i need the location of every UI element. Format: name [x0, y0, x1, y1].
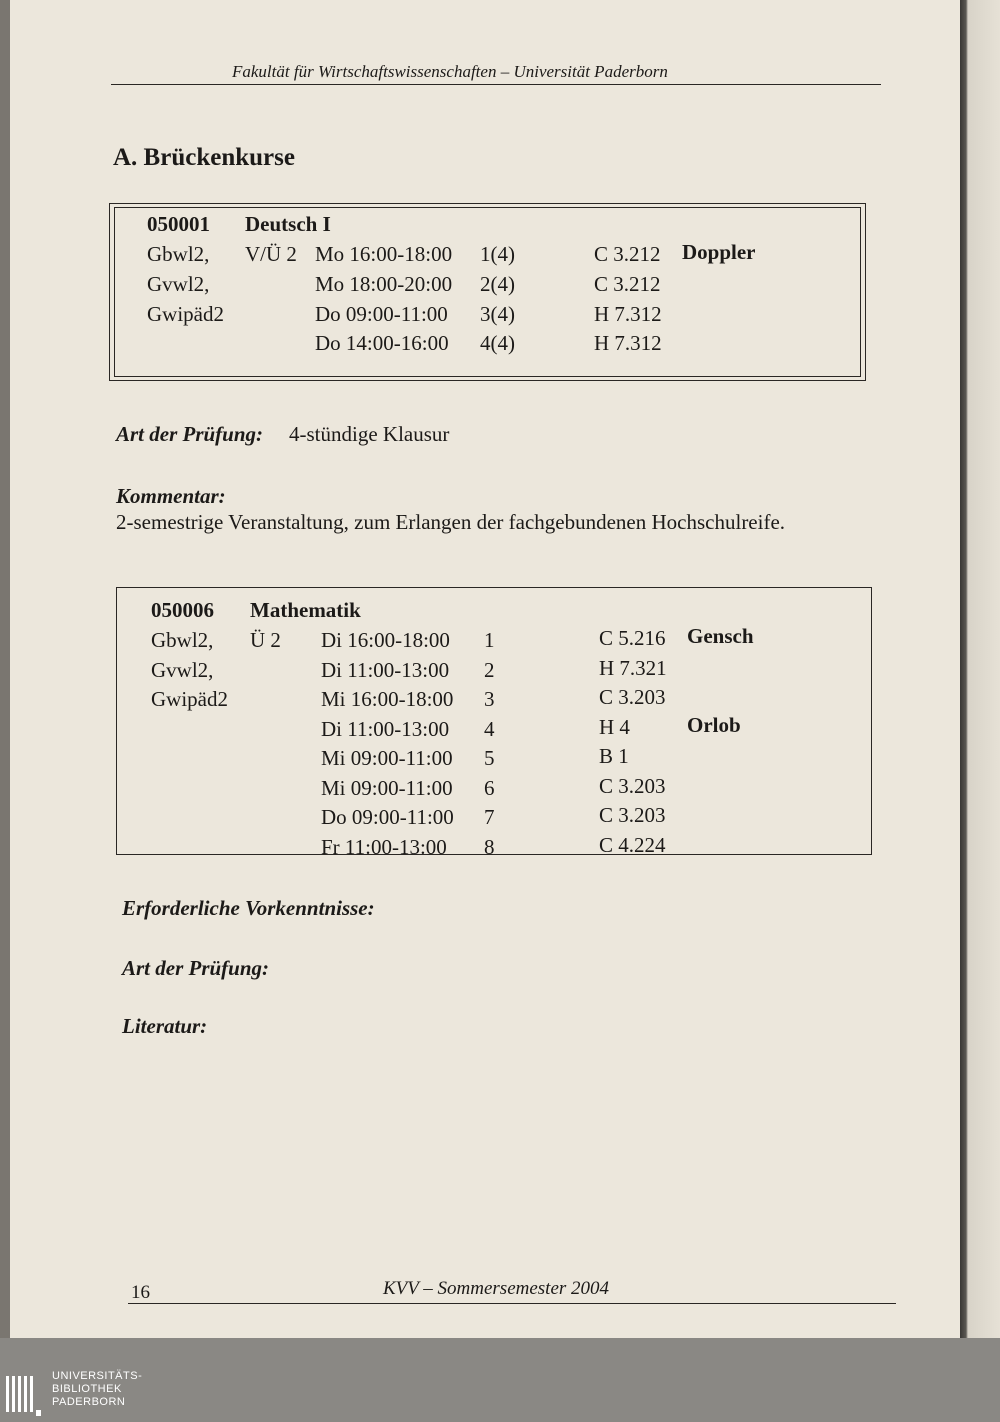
session-room: B 1 [599, 744, 629, 768]
session-group: 8 [484, 835, 495, 859]
course-number: 050006 [151, 598, 214, 622]
session-group: 2 [484, 658, 495, 682]
library-footer-bar [0, 1338, 1000, 1422]
course-group: Gwipäd2 [147, 302, 224, 326]
running-head: Fakultät für Wirtschaftswissenschaften – Universität Paderborn [232, 62, 668, 81]
session-lecturer: Orlob [687, 713, 741, 737]
session-room: H 7.312 [594, 302, 662, 326]
session-time: Di 11:00-13:00 [321, 717, 450, 741]
comment-text: 2-semestrige Veranstaltung, zum Erlangen der fachgebundenen Hochschulreife. [116, 510, 786, 534]
session-lecturer: Gensch [687, 624, 754, 648]
literature-label: Literatur: [122, 1014, 208, 1038]
session-time: Do 14:00-16:00 [315, 331, 449, 355]
session-room: H 7.312 [594, 331, 662, 355]
session-group: 1 [484, 628, 495, 652]
exam-value: 4-stündige Klausur [289, 422, 450, 446]
exam-label: Art der Prüfung: [122, 956, 270, 980]
session-time: Mi 09:00-11:00 [321, 746, 453, 770]
session-group: 3 [484, 687, 495, 711]
session-group: 3(4) [480, 302, 515, 326]
library-name [52, 1370, 142, 1409]
course-group: Gvwl2, [151, 658, 214, 682]
session-time: Di 11:00-13:00 [321, 658, 450, 682]
session-room: C 3.203 [599, 774, 666, 798]
course-group: Gbwl2, [147, 242, 210, 266]
header-rule [111, 84, 881, 85]
session-room: C 5.216 [599, 626, 666, 650]
session-time: Mi 09:00-11:00 [321, 776, 453, 800]
course-type: V/Ü 2 [245, 242, 297, 266]
comment-label: Kommentar: [116, 484, 226, 508]
course-number: 050001 [147, 212, 210, 236]
book-page-edge [960, 0, 1000, 1338]
course-group: Gvwl2, [147, 272, 210, 296]
session-time: Mo 18:00-20:00 [315, 272, 453, 296]
session-time: Do 09:00-11:00 [321, 805, 454, 829]
library-name-line: PADERBORN [52, 1396, 126, 1408]
session-lecturer: Doppler [682, 240, 756, 264]
page-number: 16 [131, 1282, 150, 1303]
session-group: 7 [484, 805, 495, 829]
session-time: Mo 16:00-18:00 [315, 242, 453, 266]
footer-title: KVV – Sommersemester 2004 [383, 1278, 610, 1299]
library-name-line: UNIVERSITÄTS- [52, 1370, 143, 1382]
course-type: Ü 2 [250, 628, 281, 652]
session-room: C 3.203 [599, 685, 666, 709]
session-room: H 7.321 [599, 656, 667, 680]
course-group: Gbwl2, [151, 628, 214, 652]
session-group: 2(4) [480, 272, 515, 296]
library-name-line: BIBLIOTHEK [52, 1383, 122, 1395]
session-time: Do 09:00-11:00 [315, 302, 448, 326]
session-group: 1(4) [480, 242, 515, 266]
course-title: Deutsch I [245, 212, 331, 236]
session-group: 4(4) [480, 331, 515, 355]
session-room: C 3.212 [594, 242, 661, 266]
session-group: 5 [484, 746, 495, 770]
session-group: 4 [484, 717, 495, 741]
session-time: Fr 11:00-13:00 [321, 835, 447, 859]
library-logo-icon [6, 1366, 42, 1418]
course-title: Mathematik [250, 598, 361, 622]
prereq-label: Erforderliche Vorkenntnisse: [122, 896, 375, 920]
section-title: A. Brückenkurse [113, 144, 295, 171]
course-group: Gwipäd2 [151, 687, 228, 711]
session-room: H 4 [599, 715, 630, 739]
session-time: Di 16:00-18:00 [321, 628, 450, 652]
session-time: Mi 16:00-18:00 [321, 687, 454, 711]
session-group: 6 [484, 776, 495, 800]
session-room: C 3.203 [599, 803, 666, 827]
session-room: C 4.224 [599, 833, 666, 857]
exam-label: Art der Prüfung: [116, 422, 264, 446]
session-room: C 3.212 [594, 272, 661, 296]
footer-rule [128, 1303, 896, 1304]
